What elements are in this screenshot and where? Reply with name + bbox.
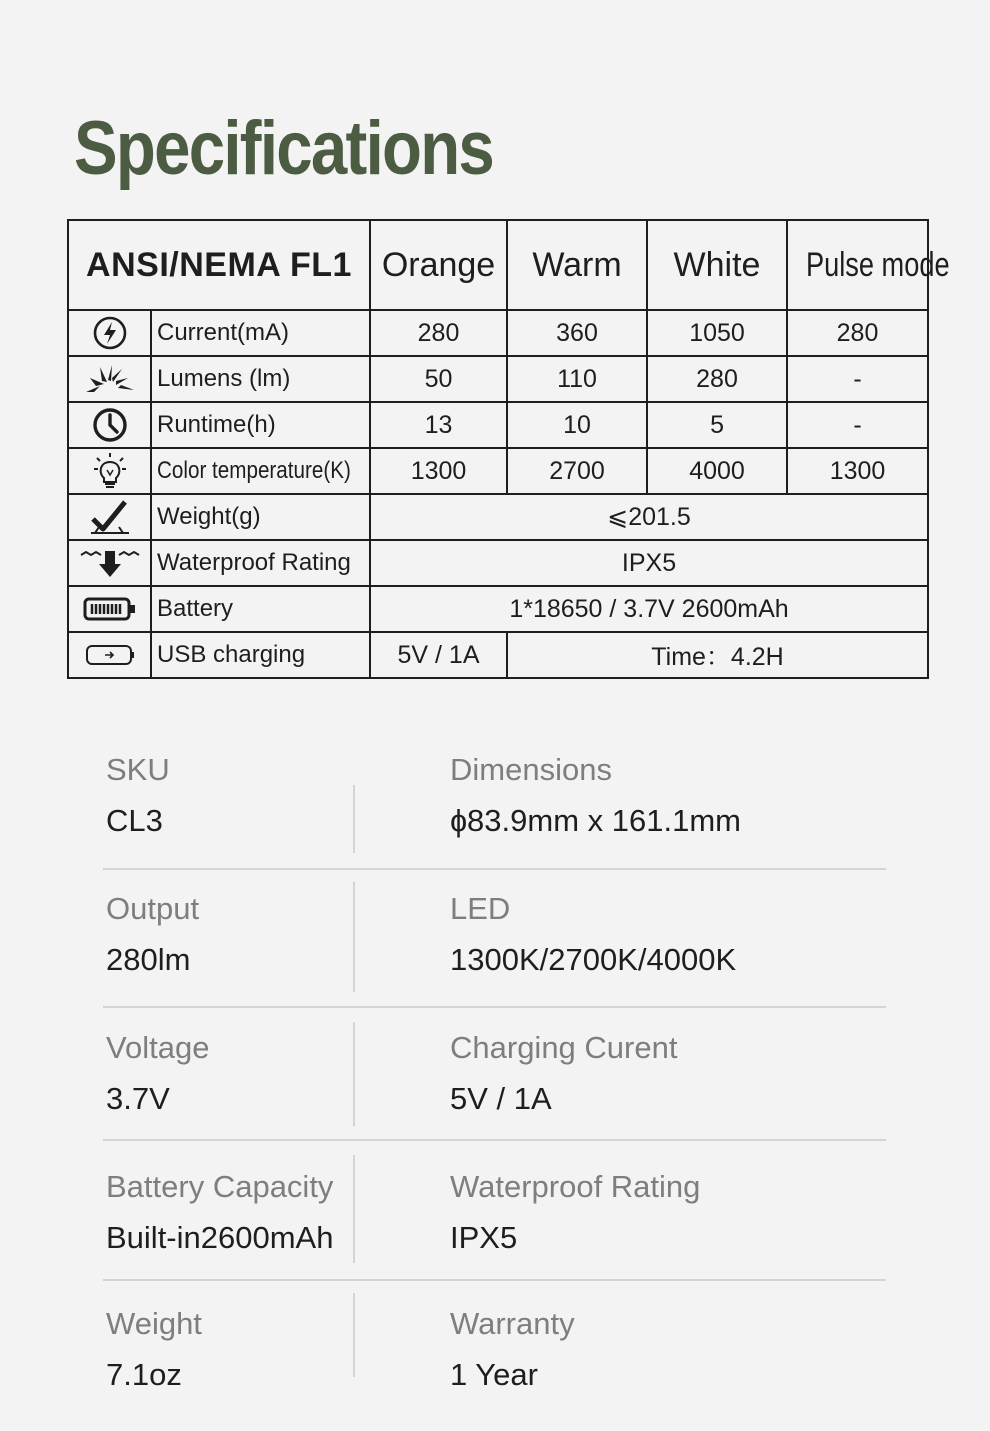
spec-row xyxy=(103,750,886,870)
weight-value: ⩽201.5 xyxy=(370,494,928,540)
divider xyxy=(353,1155,355,1263)
spec-row xyxy=(103,1281,886,1421)
spec-cell xyxy=(450,750,741,841)
standard-label: ANSI/NEMA FL1 xyxy=(68,220,370,310)
spec-key: SKU xyxy=(106,752,170,787)
sunburst-icon xyxy=(68,356,151,402)
spec-cell xyxy=(106,1304,202,1395)
row-label: Waterproof Rating xyxy=(151,540,370,586)
cell-value: - xyxy=(787,402,928,448)
row-label: Weight(g) xyxy=(151,494,370,540)
table-header-row xyxy=(68,220,928,310)
cell-value: 280 xyxy=(647,356,787,402)
spec-key: Dimensions xyxy=(450,752,612,787)
column-pulse-mode: Pulse mode xyxy=(787,220,928,310)
cell-value: 13 xyxy=(370,402,507,448)
column-orange: Orange xyxy=(370,220,507,310)
spec-row xyxy=(103,1141,886,1281)
divider xyxy=(353,785,355,853)
waterproof-icon xyxy=(68,540,151,586)
divider xyxy=(353,1022,355,1126)
table-row xyxy=(68,356,928,402)
charging-time: Time：4.2H xyxy=(507,632,928,678)
page-title: Specifications xyxy=(74,106,494,191)
divider xyxy=(353,882,355,992)
spec-key: Weight xyxy=(106,1306,202,1341)
spec-cell xyxy=(106,889,199,980)
spec-value: IPX5 xyxy=(450,1220,518,1255)
cell-value: - xyxy=(787,356,928,402)
row-label: Runtime(h) xyxy=(151,402,370,448)
spec-key: Charging Curent xyxy=(450,1030,678,1065)
cell-value: 280 xyxy=(370,310,507,356)
spec-value: 280lm xyxy=(106,942,191,977)
spec-key: Warranty xyxy=(450,1306,575,1341)
cell-value: 10 xyxy=(507,402,647,448)
spec-value: 5V / 1A xyxy=(450,1081,552,1116)
spec-key: Voltage xyxy=(106,1030,210,1065)
table-row xyxy=(68,494,928,540)
cell-value: 280 xyxy=(787,310,928,356)
spec-cell xyxy=(106,1028,209,1119)
cell-value: 1300 xyxy=(787,448,928,494)
cell-value: 360 xyxy=(507,310,647,356)
spec-value: Built-in2600mAh xyxy=(106,1220,334,1255)
cell-value: 2700 xyxy=(507,448,647,494)
row-label: Battery xyxy=(151,586,370,632)
spec-value: 3.7V xyxy=(106,1081,170,1116)
column-warm: Warm xyxy=(507,220,647,310)
spec-cell xyxy=(106,750,170,841)
spec-cell xyxy=(450,1304,575,1395)
spec-cell xyxy=(450,1028,677,1119)
row-label: USB charging xyxy=(151,632,370,678)
table-row xyxy=(68,310,928,356)
spec-row xyxy=(103,1008,886,1141)
table-row xyxy=(68,540,928,586)
lightning-icon xyxy=(68,310,151,356)
cell-value: 4000 xyxy=(647,448,787,494)
table-row xyxy=(68,632,928,678)
table-row xyxy=(68,402,928,448)
spec-value: 1300K/2700K/4000K xyxy=(450,942,737,977)
spec-key: LED xyxy=(450,891,511,926)
column-white: White xyxy=(647,220,787,310)
battery-icon xyxy=(68,586,151,632)
cell-value: 1050 xyxy=(647,310,787,356)
table-row xyxy=(68,448,928,494)
spec-value: CL3 xyxy=(106,803,163,838)
row-label: Current(mA) xyxy=(151,310,370,356)
spec-grid xyxy=(103,750,886,1421)
spec-key: Output xyxy=(106,891,200,926)
row-label: Color temperature(K) xyxy=(151,448,370,494)
usb-value: 5V / 1A xyxy=(370,632,507,678)
bulb-icon xyxy=(68,448,151,494)
spec-cell xyxy=(106,1167,333,1258)
spec-value: 7.1oz xyxy=(106,1357,182,1392)
scale-icon xyxy=(68,494,151,540)
spec-cell xyxy=(450,1167,700,1258)
spec-value: ɸ83.9mm x 161.1mm xyxy=(450,803,741,838)
spec-cell xyxy=(450,889,736,980)
divider xyxy=(353,1293,355,1377)
spec-key: Waterproof Rating xyxy=(450,1169,701,1204)
cell-value: 50 xyxy=(370,356,507,402)
cell-value: 110 xyxy=(507,356,647,402)
cell-value: 1300 xyxy=(370,448,507,494)
spec-key: Battery Capacity xyxy=(106,1169,334,1204)
cell-value: 5 xyxy=(647,402,787,448)
spec-value: 1 Year xyxy=(450,1357,538,1392)
charging-icon xyxy=(68,632,151,678)
row-label: Lumens (lm) xyxy=(151,356,370,402)
battery-value: 1*18650 / 3.7V 2600mAh xyxy=(370,586,928,632)
table-row xyxy=(68,586,928,632)
spec-table xyxy=(67,219,950,679)
spec-row xyxy=(103,870,886,1008)
waterproof-value: IPX5 xyxy=(370,540,928,586)
clock-icon xyxy=(68,402,151,448)
